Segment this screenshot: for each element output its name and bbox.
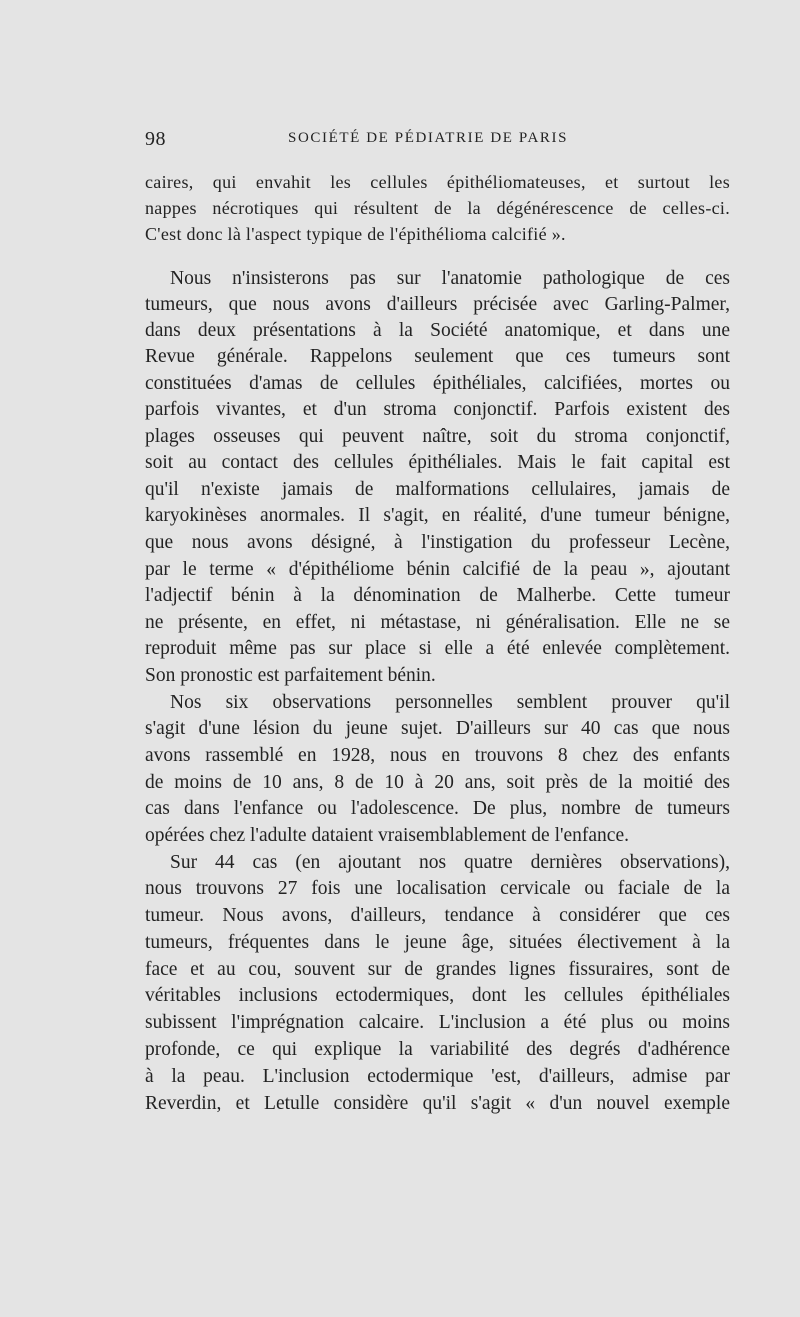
text-line: avons rassemblé en 1928, nous en trouvons 8 chez des enfants [145,745,730,766]
text-line: plages osseuses qui peuvent naître, soit du stroma conjonctif, [145,426,730,447]
text-line: véritables inclusions ectodermiques, dont les cellules épithéliales [145,985,730,1006]
text-line: Son pronostic est parfaitement bénin. [145,665,436,686]
text-line: ne présente, en effet, ni métastase, ni généralisation. Elle ne se [145,612,730,633]
text-line: constituées d'amas de cellules épithéliales, calcifiées, mortes ou [145,373,730,394]
text-line: de moins de 10 ans, 8 de 10 à 20 ans, soit près de la moitié des [145,772,730,793]
text-line: par le terme « d'épithéliome bénin calcifié de la peau », ajoutant [145,559,730,580]
text-line: Reverdin, et Letulle considère qu'il s'agit « d'un nouvel exemple [145,1093,730,1114]
text-line: dans deux présentations à la Société anatomique, et dans une [145,320,730,341]
text-line: soit au contact des cellules épithéliales. Mais le fait capital est [145,452,730,473]
text-line: face et au cou, souvent sur de grandes lignes fissuraires, sont de [145,959,730,980]
text-line: profonde, ce qui explique la variabilité des degrés d'adhérence [145,1039,730,1060]
text-line: reproduit même pas sur place si elle a été enlevée complètement. [145,638,730,659]
text-line: qu'il n'existe jamais de malformations cellulaires, jamais de [145,479,730,500]
text-line: opérées chez l'adulte dataient vraisemblablement de l'enfance. [145,825,629,846]
page-number: 98 [145,128,166,150]
text-line: que nous avons désigné, à l'instigation du professeur Lecène, [145,532,730,553]
text-line: cas dans l'enfance ou l'adolescence. De plus, nombre de tumeurs [145,798,730,819]
text-line: l'adjectif bénin à la dénomination de Malherbe. Cette tumeur [145,585,730,606]
text-line: Sur 44 cas (en ajoutant nos quatre dernières observations), [170,852,730,873]
page-header [145,128,730,152]
text-line: nappes nécrotiques qui résultent de la dégénérescence de celles-ci. [145,198,730,218]
text-line: tumeurs, que nous avons d'ailleurs précisée avec Garling-Palmer, [145,294,730,315]
text-line: tumeurs, fréquentes dans le jeune âge, situées électivement à la [145,932,730,953]
text-line: Nos six observations personnelles semblent prouver qu'il [170,692,730,713]
text-line: tumeur. Nous avons, d'ailleurs, tendance à considérer que ces [145,905,730,926]
text-line: nous trouvons 27 fois une localisation cervicale ou faciale de la [145,878,730,899]
text-line: caires, qui envahit les cellules épithéliomateuses, et surtout les [145,172,730,192]
text-line: Nous n'insisterons pas sur l'anatomie pathologique de ces [170,268,730,289]
text-line: s'agit d'une lésion du jeune sujet. D'ailleurs sur 40 cas que nous [145,718,730,739]
text-line: C'est donc là l'aspect typique de l'épithélioma calcifié ». [145,224,566,244]
text-line: Revue générale. Rappelons seulement que ces tumeurs sont [145,346,730,367]
text-line: parfois vivantes, et d'un stroma conjonctif. Parfois existent des [145,399,730,420]
text-line: karyokinèses anormales. Il s'agit, en réalité, d'une tumeur bénigne, [145,505,730,526]
text-line: à la peau. L'inclusion ectodermique 'est, d'ailleurs, admise par [145,1066,730,1087]
running-title: SOCIÉTÉ DE PÉDIATRIE DE PARIS [288,130,569,146]
text-line: subissent l'imprégnation calcaire. L'inclusion a été plus ou moins [145,1012,730,1033]
